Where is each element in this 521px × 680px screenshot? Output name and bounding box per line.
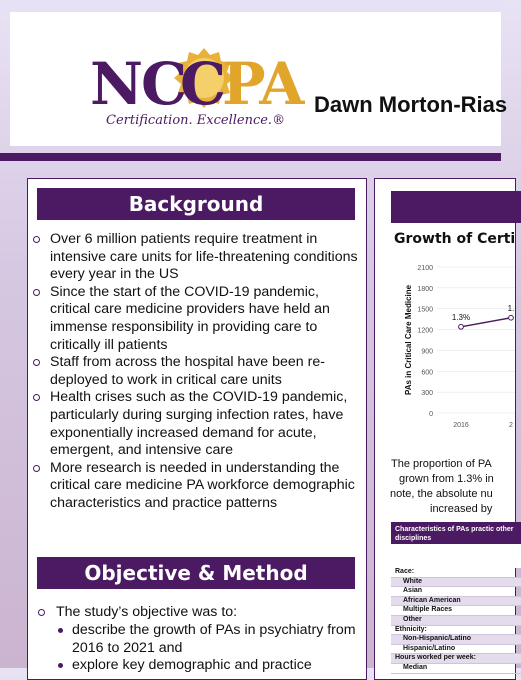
table-row: White — [391, 578, 521, 588]
table-row: Median — [391, 664, 521, 674]
bullet-icon — [58, 628, 63, 633]
list-item: Since the start of the COVID-19 pandemic, critical care medicine providers have held an immense responsibility in providing care to critically ill patients — [28, 284, 366, 354]
logo-tagline: Certification. Excellence.® — [106, 113, 286, 128]
y-tick-label: 0 — [429, 411, 433, 418]
table-row: African American — [391, 597, 521, 607]
caption-line: increased by — [430, 503, 493, 515]
table-row: Non-Hispanic/Latino — [391, 635, 521, 645]
author-name: Dawn Morton-Rias — [314, 92, 508, 117]
svg-text:C: C — [180, 50, 227, 118]
objective-sublist — [28, 622, 366, 675]
data-point — [459, 324, 464, 329]
table-row: Hours worked per week: — [391, 654, 521, 664]
bullet-icon — [33, 394, 40, 401]
table-row: Asian — [391, 587, 521, 597]
table-row: Ethnicity: — [391, 626, 521, 636]
left-column — [27, 178, 367, 680]
y-tick-label: 900 — [421, 348, 433, 356]
data-point — [509, 315, 514, 320]
table-row: Other — [391, 616, 521, 626]
y-tick-label: 1800 — [417, 285, 433, 293]
bullet-icon — [38, 609, 45, 616]
x-tick-label: 2 — [509, 422, 513, 429]
objective-heading: Objective & Method — [37, 557, 355, 589]
list-item: describe the growth of PAs in psychiatry from 2016 to 2021 and — [28, 622, 366, 657]
chart-caption — [375, 457, 515, 517]
y-tick-label: 1200 — [417, 327, 433, 335]
list-item: Over 6 million patients require treatment in intensive care units for life-threatening conditions every year in the US — [28, 231, 366, 284]
caption-line: note, the absolute nu — [390, 488, 493, 500]
objective-list — [28, 604, 366, 622]
top-strip — [0, 0, 501, 12]
bullet-icon — [33, 289, 40, 296]
y-tick-label: 600 — [421, 369, 433, 377]
table-row: Multiple Races — [391, 606, 521, 616]
y-tick-label: 1500 — [417, 306, 433, 314]
poster-body — [0, 161, 516, 674]
table-row: Race: — [391, 568, 521, 578]
list-item: explore key demographic and practice — [28, 657, 366, 675]
list-item: Health crises such as the COVID-19 pandemic, particularly during surging infection rates, have exponentially increased demand for acute, emergent, and intensive care — [28, 389, 366, 459]
background-heading: Background — [37, 188, 355, 220]
characteristics-table — [391, 522, 521, 674]
caption-line: The proportion of PA — [391, 458, 492, 470]
nccpa-logo — [82, 40, 302, 130]
y-axis-label: PAs in Critical Care Medicine — [404, 284, 413, 396]
caption-line: grown from 1.3% in — [399, 473, 494, 485]
list-item: The study’s objective was to: — [28, 604, 366, 622]
results-heading-bar — [391, 191, 521, 223]
right-column — [374, 178, 516, 680]
logo-wordmark: NC — [90, 50, 186, 118]
table-spacer — [391, 544, 521, 568]
bullet-icon — [33, 359, 40, 366]
data-label: 1.3% — [451, 312, 471, 322]
growth-chart — [375, 255, 515, 455]
bullet-icon — [58, 663, 63, 668]
chart-title: Growth of Certi — [394, 231, 516, 247]
background-list — [28, 231, 366, 513]
list-item: Staff from across the hospital have been re-deployed to work in critical care units — [28, 354, 366, 389]
table-row: Hispanic/Latino — [391, 645, 521, 655]
bullet-icon — [33, 236, 40, 243]
table-header: Characteristics of PAs practic other disciplines — [391, 522, 521, 544]
y-tick-label: 2100 — [417, 265, 433, 272]
data-label: 1. — [507, 303, 515, 313]
svg-text:PA: PA — [222, 50, 303, 118]
poster-header — [10, 12, 508, 146]
y-tick-label: 300 — [421, 390, 433, 398]
list-item: More research is needed in understanding the critical care medicine PA workforce demographic characteristics and practice patterns — [28, 460, 366, 513]
bullet-icon — [33, 465, 40, 472]
x-tick-label: 2016 — [453, 422, 469, 429]
header-divider — [0, 153, 501, 161]
